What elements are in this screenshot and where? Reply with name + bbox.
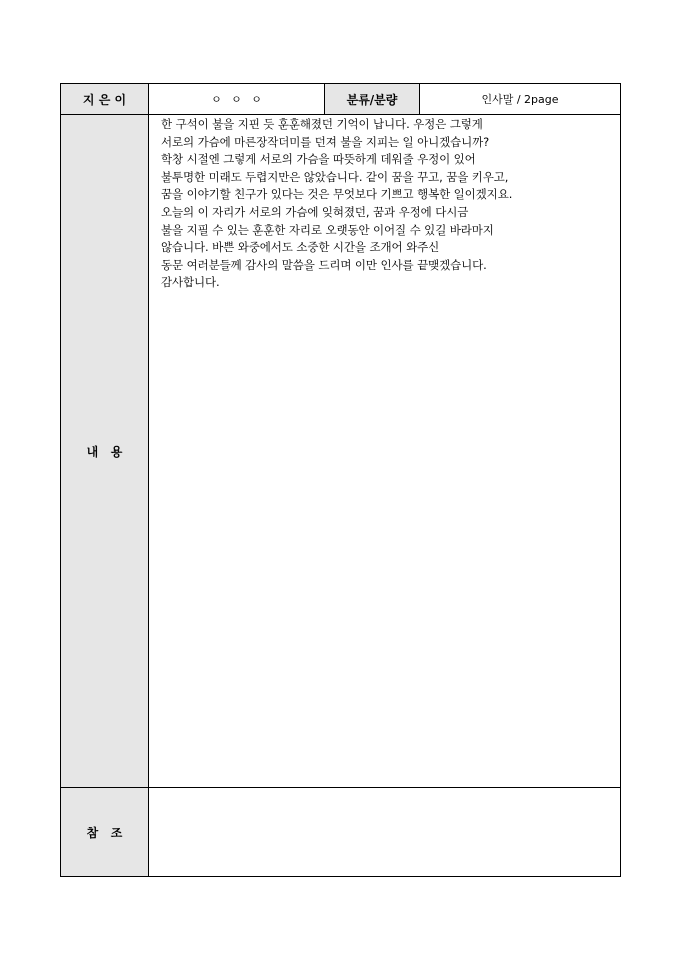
reference-label bbox=[61, 788, 149, 877]
content-body bbox=[149, 115, 621, 788]
content-text bbox=[161, 115, 612, 292]
author-value: ㅇ ㅇ ㅇ bbox=[149, 84, 325, 115]
content-line: 감사합니다. bbox=[161, 275, 220, 290]
reference-row bbox=[61, 788, 621, 877]
document-form-table bbox=[60, 83, 621, 877]
reference-label-text: 참 조 bbox=[86, 825, 123, 840]
header-row bbox=[61, 84, 621, 115]
content-row bbox=[61, 115, 621, 788]
content-line: 학창 시절엔 그렇게 서로의 가슴을 따뜻하게 데워줄 우정이 있어 bbox=[161, 152, 476, 167]
content-line: 꿈을 이야기할 친구가 있다는 것은 무엇보다 기쁘고 행복한 일이겠지요. bbox=[161, 187, 513, 202]
content-label bbox=[61, 115, 149, 788]
author-label: 지 은 이 bbox=[61, 84, 149, 115]
content-line: 불을 지필 수 있는 훈훈한 자리로 오랫동안 이어질 수 있길 바라마지 bbox=[161, 222, 494, 237]
category-value: 인사말 / 2page bbox=[420, 84, 621, 115]
category-label: 분류/분량 bbox=[325, 84, 420, 115]
content-line: 불투명한 미래도 두렵지만은 않았습니다. 같이 꿈을 꾸고, 꿈을 키우고, bbox=[161, 169, 509, 184]
content-line: 동문 여러분들께 감사의 말씀을 드리며 이만 인사를 끝맺겠습니다. bbox=[161, 257, 487, 272]
content-label-text: 내 용 bbox=[86, 444, 123, 459]
content-line: 않습니다. 바쁜 와중에서도 소중한 시간을 조개어 와주신 bbox=[161, 240, 440, 255]
reference-value bbox=[149, 788, 621, 877]
content-line: 서로의 가슴에 마른장작더미를 던져 불을 지피는 일 아니겠습니까? bbox=[161, 134, 490, 149]
content-line: 오늘의 이 자리가 서로의 가슴에 잊혀졌던, 꿈과 우정에 다시금 bbox=[161, 204, 469, 219]
content-line: 한 구석이 불을 지핀 듯 훈훈해졌던 기억이 납니다. 우정은 그렇게 bbox=[161, 117, 483, 131]
